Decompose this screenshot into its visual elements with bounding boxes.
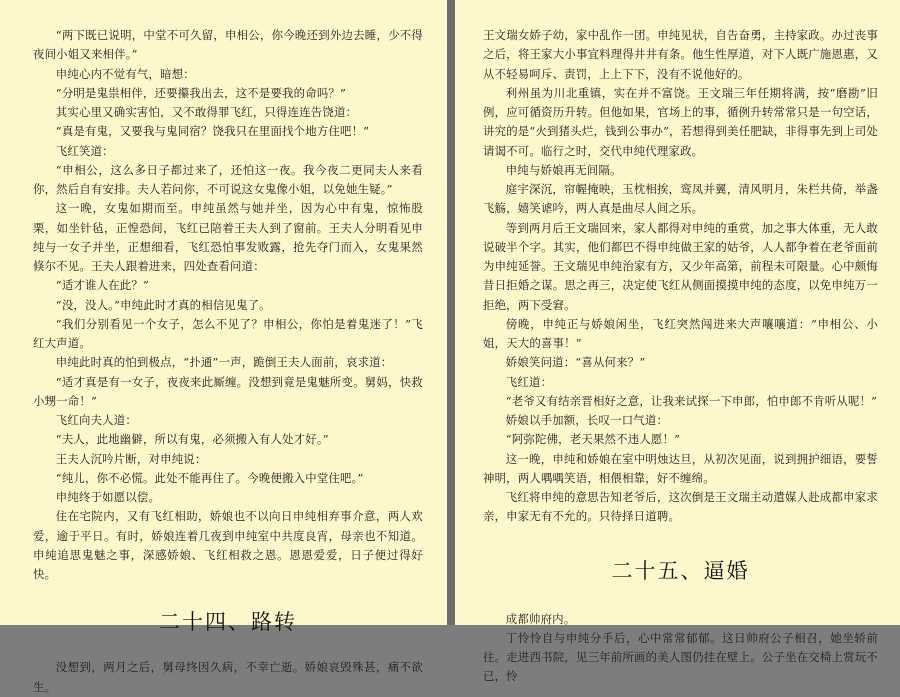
paragraph: “两下既已说明，中堂不可久留，申相公，你今晚还到外边去睡，少不得夜间小姐又来相伴。”: [33, 28, 423, 62]
paragraph: 利州虽为川北重镇，实在并不富饶。王文瑞三年任期将满，按“磨勘”旧例，应可循资历升转。但他如果，官场上的事，循例升转常常只是一句空话，讲究的是“火到猪头烂，钱到公事办”，若想得到美任肥缺，非得事先到上司处请谒不可。临行之时，交代申纯代理家政。: [483, 85, 878, 158]
paragraph: “没，没人。”申纯此时才真的相信见鬼了。: [55, 297, 271, 312]
paragraph: 申纯此时真的怕到极点，“扑通”一声，跪倒王夫人面前，哀求道：: [55, 355, 393, 370]
paragraph: “申相公，这么多日子都过来了，还怕这一夜。我今夜二更同夫人来看你，然后自有安排。夫人若问你，不可说这女鬼像小姐，以免她生疑。”: [33, 162, 423, 196]
paragraph: 申纯心内不觉有气，暗想：: [55, 66, 195, 81]
paragraph: “我们分别看见一个女子，怎么不见了？申相公，你怕是着鬼迷了！”飞红大声道。: [33, 316, 423, 350]
paragraph: 其实心里又确实害怕，又不敢得罪飞红，只得连连告饶道：: [55, 105, 358, 119]
right-paragraphs-before: [483, 26, 878, 527]
paragraph: 申纯终于如愿以偿。: [55, 490, 161, 504]
right-page: [455, 0, 900, 684]
paragraph: 这一晚，申纯和娇娘在室中明烛达旦，从初次见面，说到拥护细语，要誓神明，两人喁喁笑语，相偎相靠，好不缠绵。: [483, 451, 878, 485]
left-paragraphs-after: [33, 658, 423, 697]
paragraph: “分明是鬼祟相伴，还要攥我出去，这不是要我的命吗？”: [55, 85, 347, 100]
left-paragraphs-before: [33, 26, 423, 584]
paragraph: 丁怜怜自与申纯分手后，心中常常郁郁。这日帅府公子相召，她坐轿前往。走进西书院，见三年前所画的美人图仍挂在壁上。公子坐在交椅上赏玩不已，怜: [483, 630, 878, 684]
paragraph: 娇娘笑问道：“喜从何来？”: [505, 355, 646, 370]
paragraph: 娇娘以手加额，长叹一口气道：: [505, 413, 669, 427]
paragraph: 飞红道：: [505, 374, 553, 389]
paragraph: 等到两月后王文瑞回来，家人都得对申纯的重赏，加之事大体重，无人敢说破半个字。其实，他们都巴不得申纯做王家的姑爷，人人都争着在老爷面前为申纯延誉。王文瑞见申纯治家有方，又少年高第，前程未可限量。心中颇悔昔日拒婚之谋。思之再三，决定使飞红从侧面摸摸申纯的态度，以免申纯万一拒绝，两下受窘。: [483, 220, 878, 312]
paragraph: 这一晚，女鬼如期而至。申纯虽然与她并坐，因为心中有鬼，惊怖股栗，如坐针毡，正惶恐间，飞红已陪着王夫人到了窗前。王夫人分明看见申纯与一女子并坐，正想细看，飞红恐怕事发败露，抢先夺门而入，女鬼果然倏尔不见。王夫人跟着进来，四处查看问道：: [33, 201, 423, 273]
paragraph: “阿弥陀佛，老天果然不违人愿！”: [505, 432, 681, 447]
paragraph: 飞红笑道：: [55, 143, 114, 158]
paragraph: 王文瑞女娇子幼，家中乱作一团。申纯见状，自告奋勇，主持家政。办过丧事之后，将王家大小事宜料理得井井有条。他生性厚道，对下人既广施恩惠，又从不轻易呵斥、责罚，上上下下，没有不说他好的。: [483, 28, 878, 81]
paragraph: 住在宅院内，又有飞红相助，娇娘也不以向日申纯相弃事介意，两人欢爱，逾于平日。有时，娇娘连着几夜到申纯室中共度良宵，母亲也不知道。申纯追思鬼魅之事，深感娇娘、飞红相救之恩。恩恩爱爱，日子便过得好快。: [33, 509, 423, 581]
paragraph: “真是有鬼，又要我与鬼同宿？饶我只在里面找个地方住吧！”: [55, 124, 370, 139]
paragraph: 庭宇深沉，帘幄掩映，玉枕相挨，鸾凤并翼，清风明月，朱栏共倚，举盏飞觞，嬉笑谑吟，两人真是曲尽人间之乐。: [483, 182, 878, 216]
left-page: [0, 0, 447, 694]
paragraph: 成都帅府内。: [505, 611, 576, 626]
page-divider: [447, 0, 455, 625]
paragraph: 申纯与娇娘再无间隔。: [505, 162, 622, 177]
paragraph: 飞红向夫人道：: [55, 413, 137, 427]
paragraph: “老爷又有结亲晋相好之意，让我来试探一下申郎，怕申郎不肯听从呢！”: [505, 393, 878, 408]
paragraph: “夫人，此地幽僻，所以有鬼，必须搬入有人处才好。”: [55, 432, 329, 447]
paragraph: “适才真是有一女子，夜夜来此厮缠。没想到竟是鬼魅所变。舅妈，快救小甥一命！”: [33, 374, 423, 408]
right-paragraphs-after: [483, 610, 878, 687]
paragraph: 飞红将申纯的意思告知老爷后，这次倒是王文瑞主动遣媒人赴成都申家求亲，申家无有不允的。只待择日道聘。: [483, 490, 878, 524]
paragraph: “纯儿，你不必慌。此处不能再住了。今晚便搬入中堂住吧。”: [55, 470, 364, 485]
paragraph: “适才谁人在此？”: [55, 278, 149, 293]
paragraph: 没想到，两月之后，舅母终因久病，不幸亡逝。娇娘哀毁殊甚，痛不欲生。: [33, 660, 423, 694]
paragraph: 王夫人沉吟片断，对申纯说：: [55, 451, 207, 466]
chapter-heading-25: 二十五、逼婚: [611, 558, 750, 583]
chapter-heading-24: 二十四、路转: [159, 610, 297, 635]
paragraph: 傍晚，申纯正与娇娘闲坐，飞红突然闯进来大声嚷嚷道：“申相公、小姐，天大的喜事！”: [483, 316, 878, 350]
